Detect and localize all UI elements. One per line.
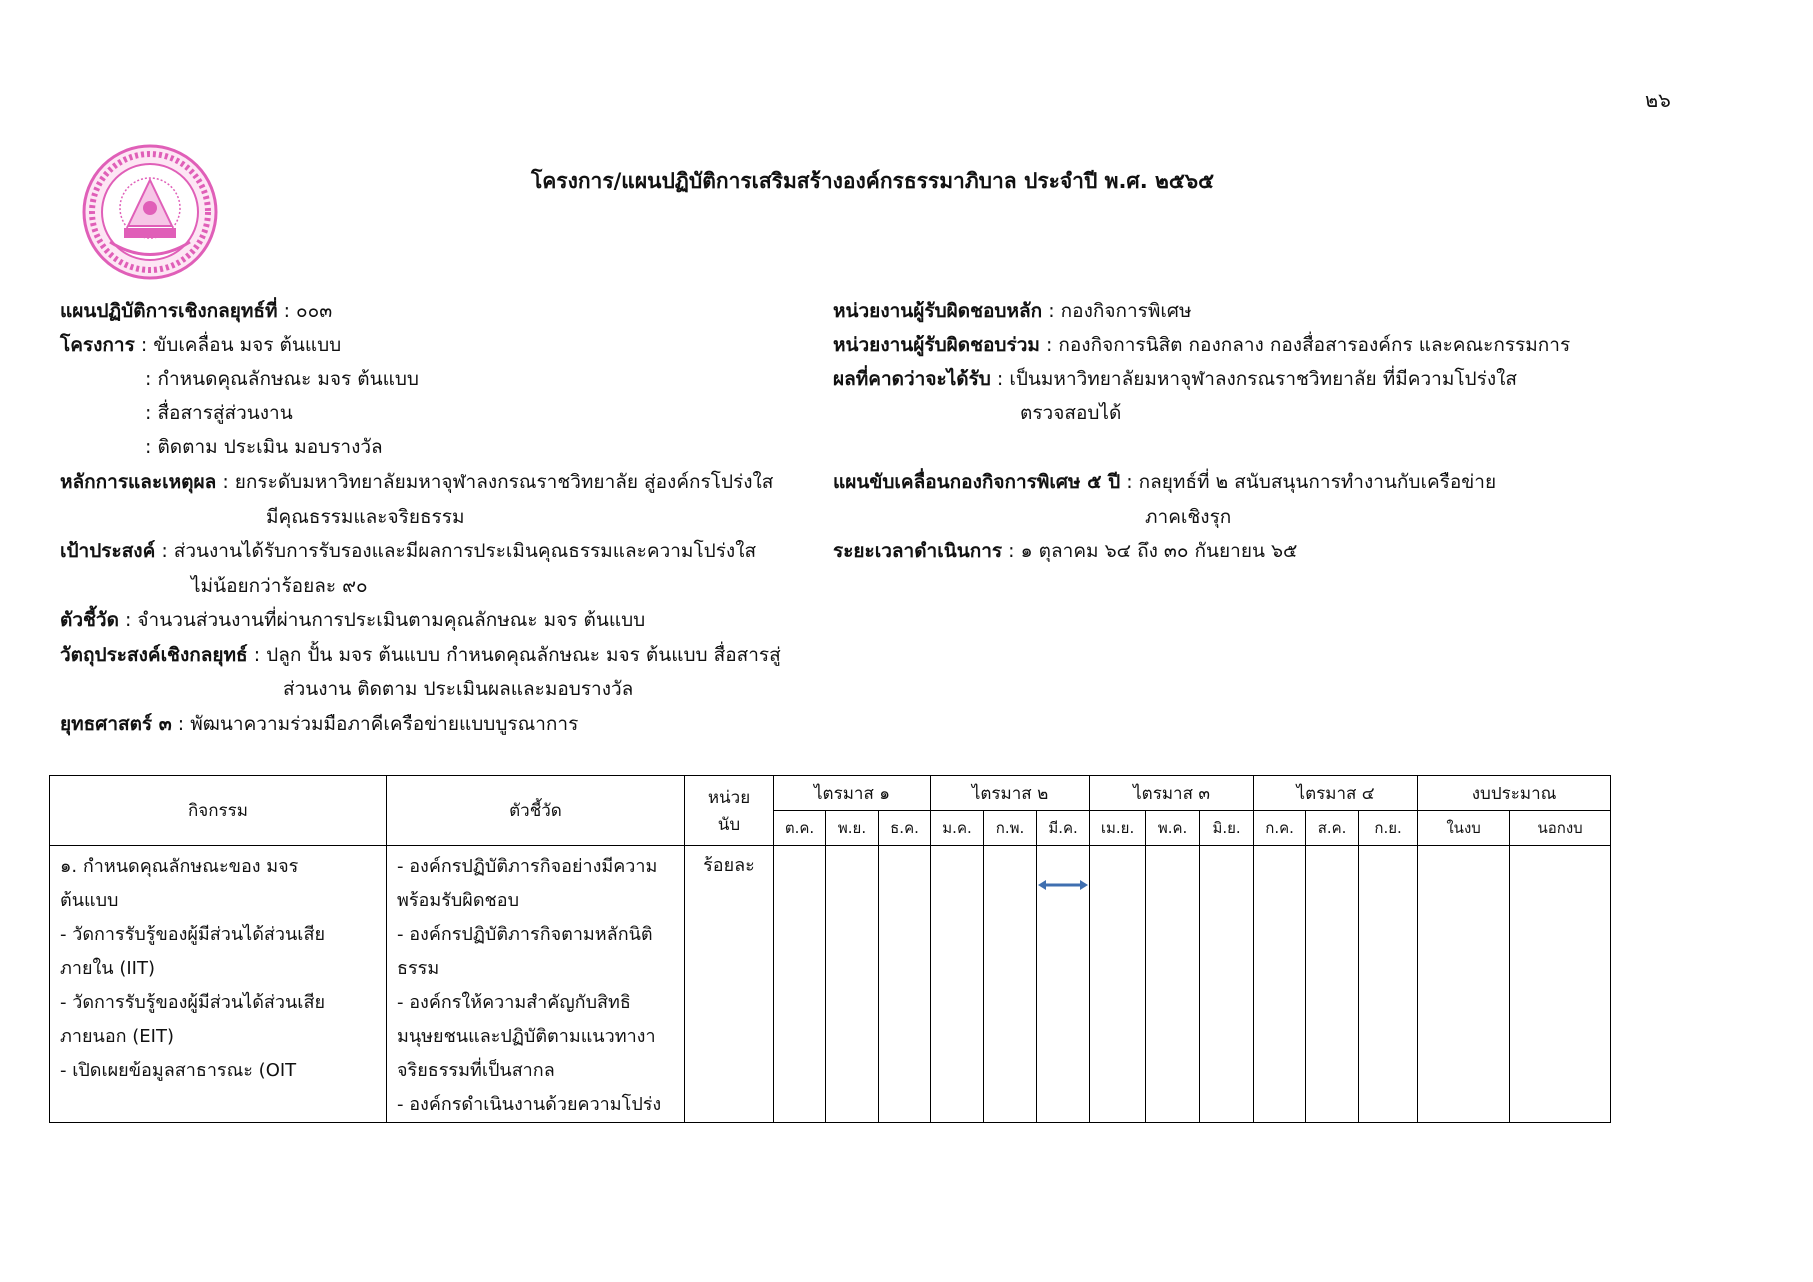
indicator-line: - องค์กรปฏิบัติภารกิจตามหลักนิติ	[397, 924, 653, 945]
principle-label: หลักการและเหตุผล	[60, 471, 217, 493]
main-unit-row	[833, 299, 1191, 323]
header-quarter-1: ไตรมาส ๑	[774, 776, 931, 811]
indicator-line: พร้อมรับผิดชอบ	[397, 890, 519, 911]
activity-plan-table	[49, 775, 1611, 1123]
timeline-double-arrow-icon	[1038, 879, 1088, 891]
month-cell	[1254, 846, 1306, 1123]
budget-in-cell	[1418, 846, 1510, 1123]
strategic-objective-row	[60, 643, 781, 667]
co-unit-value: : กองกิจการนิสิต กองกลาง กองสื่อสารองค์กร และคณะกรรมการ	[1045, 334, 1571, 356]
month-sep: ก.ย.	[1359, 811, 1418, 846]
project-line-1: : ขับเคลื่อน มจร ต้นแบบ	[140, 334, 342, 356]
header-quarter-2: ไตรมาส ๒	[931, 776, 1090, 811]
duration-label: ระยะเวลาดำเนินการ	[833, 540, 1003, 562]
month-nov: พ.ย.	[826, 811, 879, 846]
activity-line: ๑. กำหนดคุณลักษณะของ มจร	[60, 856, 299, 877]
activity-line: ภายใน (IIT)	[60, 958, 155, 979]
main-unit-value: : กองกิจการพิเศษ	[1048, 300, 1192, 322]
objective-row	[60, 539, 756, 563]
result-line-1: : เป็นมหาวิทยาลัยมหาจุฬาลงกรณราชวิทยาลัย ที่มีความโปร่งใส	[996, 368, 1517, 390]
plan-label: แผนปฏิบัติการเชิงกลยุทธ์ที่	[60, 300, 278, 322]
month-cell	[1146, 846, 1200, 1123]
month-apr: เม.ย.	[1090, 811, 1146, 846]
month-cell	[774, 846, 826, 1123]
plan-row	[60, 299, 332, 323]
month-cell	[984, 846, 1037, 1123]
activity-line: - วัดการรับรู้ของผู้มีส่วนได้ส่วนเสีย	[60, 924, 325, 945]
month-jun: มิ.ย.	[1200, 811, 1254, 846]
month-cell	[931, 846, 984, 1123]
document-title: โครงการ/แผนปฏิบัติการเสริมสร้างองค์กรธรรมาภิบาล ประจำปี พ.ศ. ๒๕๖๕	[530, 169, 1215, 193]
month-aug: ส.ค.	[1306, 811, 1359, 846]
page-number: ๒๖	[1645, 88, 1671, 112]
five-year-plan-row	[833, 470, 1496, 494]
indicator-line: - องค์กรให้ความสำคัญกับสิทธิ	[397, 992, 631, 1013]
month-dec: ธ.ค.	[879, 811, 931, 846]
principle-row	[60, 470, 773, 494]
plan-value: : ๐๐๓	[283, 300, 333, 322]
activity-line: ต้นแบบ	[60, 890, 119, 911]
objective-line-1: : ส่วนงานได้รับการรับรองและมีผลการประเมินคุณธรรมและความโปร่งใส	[161, 540, 757, 562]
indicator-line: - องค์กรปฏิบัติภารกิจอย่างมีความ	[397, 856, 658, 877]
strategic-objective-label: วัตถุประสงค์เชิงกลยุทธ์	[60, 644, 248, 666]
month-cell	[1090, 846, 1146, 1123]
header-budget: งบประมาณ	[1418, 776, 1611, 811]
indicator-row	[60, 608, 645, 632]
project-label: โครงการ	[60, 334, 135, 356]
header-unit-line-2: นับ	[717, 814, 741, 835]
result-line-2: ตรวจสอบได้	[1020, 402, 1122, 424]
duration-value: : ๑ ตุลาคม ๖๔ ถึง ๓๐ กันยายน ๖๕	[1008, 540, 1298, 562]
month-jul: ก.ค.	[1254, 811, 1306, 846]
project-line-2: : กำหนดคุณลักษณะ มจร ต้นแบบ	[145, 368, 419, 390]
indicator-line: มนุษยชนและปฏิบัติตามแนวทางา	[397, 1026, 656, 1047]
main-unit-label: หน่วยงานผู้รับผิดชอบหลัก	[833, 300, 1043, 322]
activity-line: - วัดการรับรู้ของผู้มีส่วนได้ส่วนเสีย	[60, 992, 325, 1013]
month-feb: ก.พ.	[984, 811, 1037, 846]
duration-row	[833, 539, 1297, 563]
month-jan: ม.ค.	[931, 811, 984, 846]
strategic-objective-line-1: : ปลูก ปั้น มจร ต้นแบบ กำหนดคุณลักษณะ มจร ต้นแบบ สื่อสารสู่	[253, 644, 781, 666]
month-cell	[826, 846, 879, 1123]
strategy-label: ยุทธศาสตร์ ๓	[60, 713, 172, 735]
co-unit-row	[833, 333, 1570, 357]
project-line-3: : สื่อสารสู่ส่วนงาน	[145, 402, 293, 424]
activity-line: - เปิดเผยข้อมูลสาธารณะ (OIT	[60, 1060, 297, 1081]
five-year-plan-line-1: : กลยุทธ์ที่ ๒ สนับสนุนการทำงานกับเครือข่าย	[1126, 471, 1497, 493]
header-quarter-3: ไตรมาส ๓	[1090, 776, 1254, 811]
header-activity: กิจกรรม	[50, 776, 387, 846]
header-unit-line-1: หน่วย	[707, 787, 751, 808]
unit-cell	[685, 846, 774, 1123]
indicator-line: - องค์กรดำเนินงานด้วยความโปร่ง	[397, 1094, 662, 1115]
month-cell	[1359, 846, 1418, 1123]
month-cell	[879, 846, 931, 1123]
principle-line-1: : ยกระดับมหาวิทยาลัยมหาจุฬาลงกรณราชวิทยาลัย สู่องค์กรโปร่งใส	[222, 471, 774, 493]
result-label: ผลที่คาดว่าจะได้รับ	[833, 368, 991, 390]
activity-cell	[50, 846, 387, 1123]
budget-in: ในงบ	[1418, 811, 1510, 846]
objective-label: เป้าประสงค์	[60, 540, 156, 562]
table-row	[50, 846, 1611, 1123]
month-oct: ต.ค.	[774, 811, 826, 846]
indicator-cell	[387, 846, 685, 1123]
principle-line-2: มีคุณธรรมและจริยธรรม	[266, 506, 465, 528]
indicator-label: ตัวชี้วัด	[60, 609, 119, 631]
strategic-objective-line-2: ส่วนงาน ติดตาม ประเมินผลและมอบรางวัล	[283, 678, 634, 700]
strategy-value: : พัฒนาความร่วมมือภาคีเครือข่ายแบบบูรณาการ	[177, 713, 579, 735]
indicator-line: จริยธรรมที่เป็นสากล	[397, 1060, 555, 1081]
project-line-4: : ติดตาม ประเมิน มอบรางวัล	[145, 436, 383, 458]
header-unit	[685, 776, 774, 846]
unit-value: ร้อยละ	[703, 855, 755, 876]
activity-line: ภายนอก (EIT)	[60, 1026, 174, 1047]
budget-out: นอกงบ	[1510, 811, 1611, 846]
header-quarter-4: ไตรมาส ๔	[1254, 776, 1418, 811]
header-indicator: ตัวชี้วัด	[387, 776, 685, 846]
co-unit-label: หน่วยงานผู้รับผิดชอบร่วม	[833, 334, 1040, 356]
indicator-line: ธรรม	[397, 958, 440, 979]
month-cell	[1200, 846, 1254, 1123]
result-row	[833, 367, 1517, 391]
budget-out-cell	[1510, 846, 1611, 1123]
university-seal-logo	[80, 142, 220, 282]
indicator-value: : จำนวนส่วนงานที่ผ่านการประเมินตามคุณลักษณะ มจร ต้นแบบ	[124, 609, 646, 631]
month-may: พ.ค.	[1146, 811, 1200, 846]
strategy-row	[60, 712, 578, 736]
project-row	[60, 333, 341, 357]
five-year-plan-label: แผนขับเคลื่อนกองกิจการพิเศษ ๕ ปี	[833, 471, 1121, 493]
month-cell	[1306, 846, 1359, 1123]
five-year-plan-line-2: ภาคเชิงรุก	[1145, 506, 1232, 528]
objective-line-2: ไม่น้อยกว่าร้อยละ ๙๐	[191, 575, 368, 597]
month-mar: มี.ค.	[1037, 811, 1090, 846]
